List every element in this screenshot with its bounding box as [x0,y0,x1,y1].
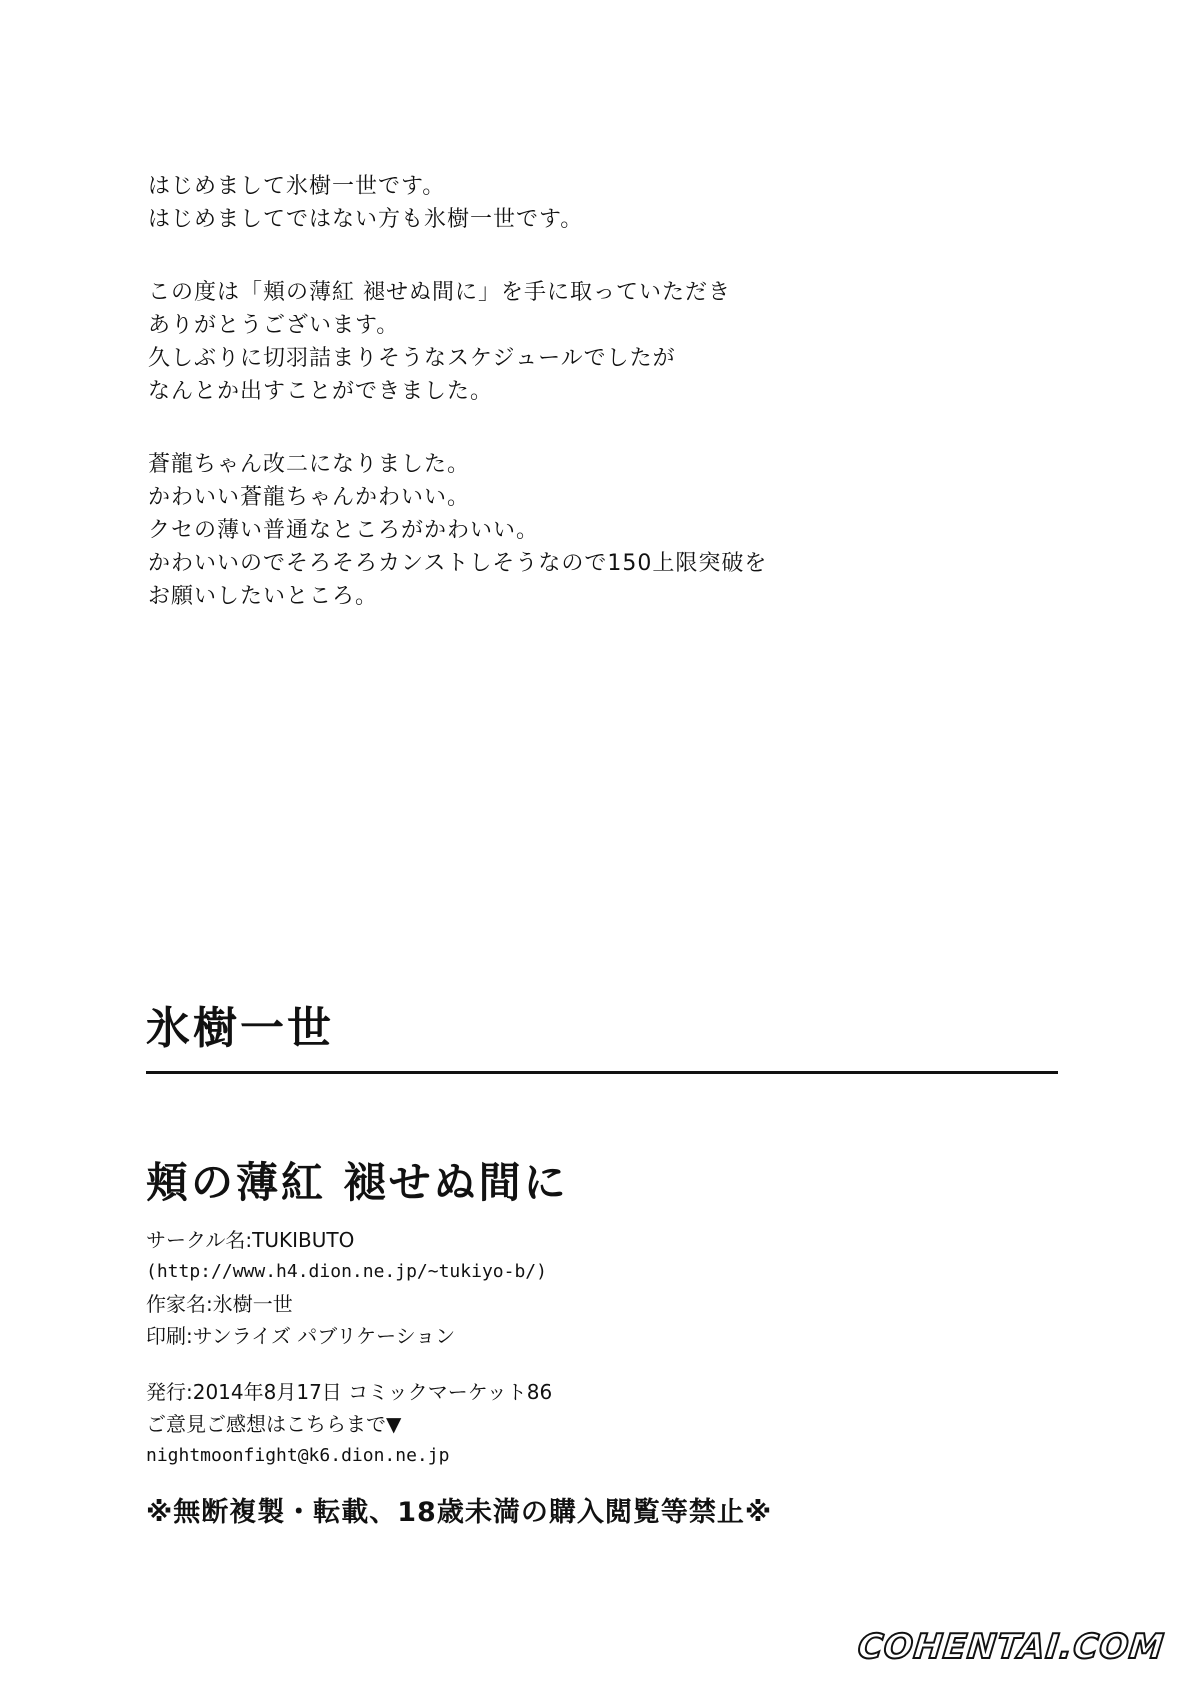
afterword-line: 蒼龍ちゃん改二になりました。 [148,452,471,477]
afterword-line: ありがとうございます。 [148,313,400,338]
afterword-line: クセの薄い普通なところがかわいい。 [148,518,540,543]
afterword-line: はじめましてではない方も氷樹一世です。 [148,207,584,232]
divider-rule [146,1071,1058,1074]
circle-url: (http://www.h4.dion.ne.jp/~tukiyo-b/) [146,1261,547,1282]
feedback-prompt: ご意見ご感想はこちらまで▼ [146,1412,402,1436]
afterword-line: この度は「頬の薄紅 褪せぬ間に」を手に取っていただき [148,280,731,305]
copyright-warning: ※無断複製・転載、18歳未満の購入閲覧等禁止※ [146,1497,773,1528]
printer-name: 印刷:サンライズ パブリケーション [146,1324,456,1348]
afterword-line: かわいい蒼龍ちゃんかわいい。 [148,485,471,510]
colophon-block [146,1224,1046,1472]
site-watermark-logo: COHENTAI.COM [845,1623,1176,1671]
afterword-paragraph-3 [148,448,1048,613]
circle-name: サークル名:TUKIBUTO [146,1228,355,1252]
afterword-paragraph-1 [148,170,1048,236]
afterword-line: かわいいのでそろそろカンストしそうなので150上限突破を [148,551,768,576]
author-name: 作家名:氷樹一世 [146,1292,293,1316]
contact-email: nightmoonfight@k6.dion.ne.jp [146,1445,450,1466]
afterword-line: なんとか出すことができました。 [148,379,494,404]
afterword-line: お願いしたいところ。 [148,584,379,609]
book-title: 頬の薄紅 褪せぬ間に [146,1158,569,1207]
afterword-line: はじめまして氷樹一世です。 [148,174,446,199]
colophon-gap [146,1352,1046,1376]
afterword-paragraph-2 [148,276,1048,408]
author-signature: 氷樹一世 [146,1003,334,1054]
afterword-text [148,170,1048,653]
afterword-line: 久しぶりに切羽詰まりそうなスケジュールでしたが [148,346,676,371]
publish-date: 発行:2014年8月17日 コミックマーケット86 [146,1380,553,1404]
